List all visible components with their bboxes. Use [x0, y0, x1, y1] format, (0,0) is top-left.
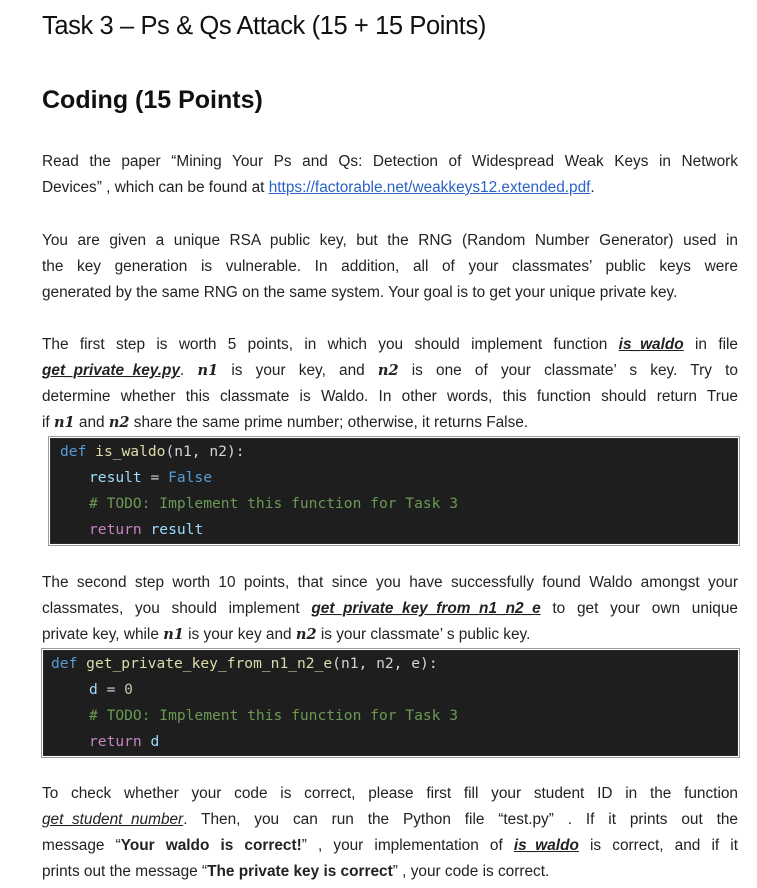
- p3-line-4: [42, 410, 738, 436]
- math-n1: n1: [53, 414, 75, 431]
- code-variable: d: [150, 733, 160, 750]
- math-n2: n2: [377, 362, 399, 379]
- p5-text: . Then, you can run the Python file “test.py” . If it prints out the: [183, 811, 738, 828]
- p3-line-1: [42, 332, 738, 358]
- p2-line-2: the key generation is vulnerable. In addition, all of your classmates’ public keys were: [42, 258, 738, 275]
- section-title: Coding (15 Points): [42, 86, 263, 114]
- intro-paragraph: [42, 149, 738, 201]
- code-keyword: return: [89, 521, 142, 538]
- code-keyword: def: [60, 443, 87, 460]
- p4-line-1: The second step worth 10 points, that since you have successfully found Waldo amongst your: [42, 574, 738, 591]
- p4-text: classmates, you should implement: [42, 600, 312, 617]
- intro-line-2: [42, 175, 738, 201]
- p3-text: is your key, and: [218, 362, 378, 379]
- code2-line-2: [89, 677, 133, 703]
- code-function-name: get_private_key_from_n1_n2_e: [86, 655, 333, 672]
- p5-text: prints out the message “: [42, 863, 208, 880]
- code-args: (n1, n2, e):: [332, 655, 438, 672]
- check-paragraph: [42, 781, 738, 885]
- p4-text: is your key and: [183, 626, 296, 643]
- code1-line-3: [89, 491, 458, 517]
- is-waldo-function-name: is_waldo: [618, 336, 684, 353]
- get-private-key-code-block: [43, 650, 738, 756]
- code-operator: =: [97, 681, 125, 698]
- code-keyword: return: [89, 733, 142, 750]
- math-n1: n1: [163, 626, 184, 643]
- code-variable: result: [89, 469, 142, 486]
- is-waldo-function-name: is_waldo: [513, 837, 579, 854]
- code-variable: result: [150, 521, 204, 538]
- code2-line-1: [51, 651, 438, 677]
- get-private-key-function-name: get_private_key_from_n1_n2_e: [311, 600, 541, 617]
- paper-link[interactable]: https://factorable.net/weakkeys12.extended.pdf: [268, 179, 591, 196]
- is-waldo-code-block: [50, 438, 738, 544]
- code-value: 0: [124, 681, 133, 698]
- math-n1: n1: [197, 362, 219, 379]
- math-n2: n2: [295, 626, 317, 643]
- code-comment: # TODO: Implement this function for Task 3: [89, 707, 459, 724]
- p5-text: ” , your implementation of: [301, 837, 514, 854]
- p4-text: is your classmate’ s public key.: [316, 626, 531, 643]
- p4-text: to get your own unique: [540, 600, 738, 617]
- file-name: get_private_key.py: [42, 362, 181, 379]
- p3-line-2: [42, 358, 738, 384]
- p3-text: The first step is worth 5 points, in which you should implement function: [42, 336, 619, 353]
- intro-line-1: Read the paper “Mining Your Ps and Qs: Detection of Widespread Weak Keys in Network: [42, 153, 738, 170]
- waldo-correct-message: Your waldo is correct!: [120, 837, 302, 854]
- private-key-correct-message: The private key is correct: [207, 863, 393, 880]
- code-function-name: is_waldo: [95, 443, 166, 460]
- code-comment: # TODO: Implement this function for Task 3: [89, 495, 459, 512]
- rsa-description-paragraph: [42, 228, 738, 306]
- p2-line-1: You are given a unique RSA public key, but the RNG (Random Number Generator) used in: [42, 232, 738, 249]
- code-args: (n1, n2):: [165, 443, 245, 460]
- p3-line-3: determine whether this classmate is Waldo. In other words, this function should return True: [42, 388, 738, 405]
- code-variable: d: [89, 681, 98, 698]
- code-value: False: [168, 469, 213, 486]
- get-student-number-function-name: get_student_number: [42, 811, 184, 828]
- p5-line-4: [42, 859, 738, 885]
- p2-line-3: generated by the same RNG on the same system. Your goal is to get your unique private key.: [42, 284, 678, 301]
- p5-line-1: To check whether your code is correct, please first fill your student ID in the function: [42, 785, 738, 802]
- p4-text: private key, while: [42, 626, 164, 643]
- p3-text: .: [180, 362, 198, 379]
- code1-line-4: [89, 517, 203, 543]
- second-step-paragraph: [42, 570, 738, 648]
- p5-text: is correct, and if it: [578, 837, 738, 854]
- p5-line-2: [42, 807, 738, 833]
- p3-text: in file: [683, 336, 738, 353]
- code2-line-4: [89, 729, 159, 755]
- p3-text: if: [42, 414, 54, 431]
- p3-text: share the same prime number; otherwise, it returns False.: [129, 414, 529, 431]
- p5-text: message “: [42, 837, 121, 854]
- p3-text: and: [74, 414, 109, 431]
- p4-line-3: [42, 622, 738, 648]
- math-n2: n2: [108, 414, 130, 431]
- p4-line-2: [42, 596, 738, 622]
- code-keyword: def: [51, 655, 78, 672]
- first-step-paragraph: [42, 332, 738, 436]
- intro-text: Devices” , which can be found at: [42, 179, 269, 196]
- code1-line-1: [60, 439, 245, 465]
- code2-line-3: [89, 703, 458, 729]
- p3-text: is one of your classmate’ s key. Try to: [398, 362, 738, 379]
- intro-period: .: [590, 179, 595, 196]
- p5-text: ” , your code is correct.: [392, 863, 550, 880]
- task-title: Task 3 – Ps & Qs Attack (15 + 15 Points): [42, 12, 486, 40]
- code1-line-2: [89, 465, 212, 491]
- p5-line-3: [42, 833, 738, 859]
- code-operator: =: [141, 469, 169, 486]
